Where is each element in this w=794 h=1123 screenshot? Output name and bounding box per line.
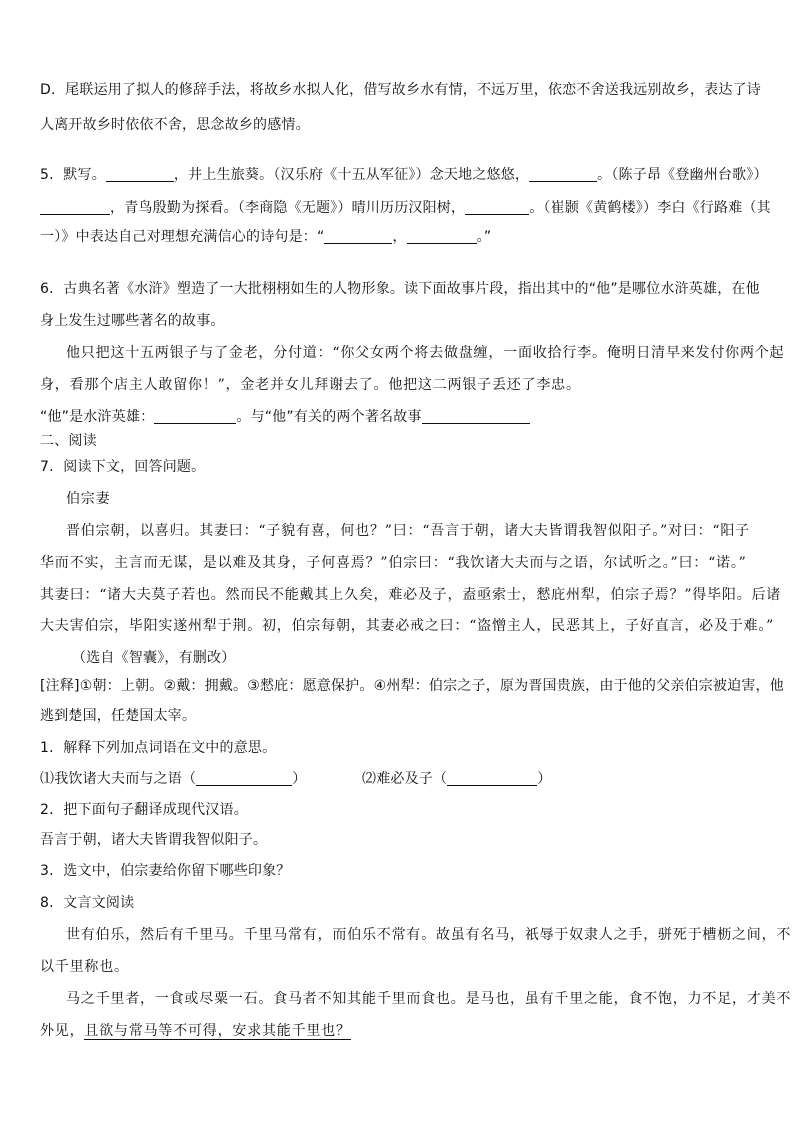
note-line1: [注释]①朝：上朝。②戴：拥戴。③憖庇：愿意保护。④州犁：伯宗之子，原为晋国贵族，由于他的父亲伯宗被迫害，他 [40,678,784,694]
answer-blank[interactable] [196,771,292,786]
q8-text: 外见， [40,1023,85,1039]
note-line2: 逃到楚国，任楚国太宰。 [40,708,197,724]
q5-line2 [40,198,771,218]
option-d-line1: D．尾联运用了拟人的修辞手法，将故乡水拟人化，借写故乡水有情，不远万里，依恋不舍送我远别故乡，表达了诗 [40,82,761,98]
q5-text: 一）》中表达自己对理想充满信心的诗句是：“ [40,229,325,245]
underlined-sentence: 且欲与常马等不可得，安求其能千里也？ [84,1023,351,1039]
passage-title: 伯宗妻 [66,491,111,507]
passage-line: 华而不实，主言而无谋，是以难及其身，子何喜焉？”伯宗曰：“我饮诸大夫而与之语，尔试听之。”曰：“诺。” [40,555,747,571]
q5-text: 。（陈子昂《登幽州台歌》） [597,167,768,183]
q5-line1 [40,165,768,185]
answer-blank[interactable] [106,167,174,182]
q5-text: 。（崔颢《黄鹤楼》）李白《行路难（其 [529,200,771,216]
answer-blank[interactable] [529,167,597,182]
q6-line2: 身上发生过哪些著名的故事。 [40,313,225,329]
q6-answer-line [40,407,530,427]
q8-passage-line: 世有伯乐，然后有千里马。千里马常有，而伯乐不常有。故虽有名马，祇辱于奴隶人之手，骈死于槽枥之间，不 [66,927,792,943]
q8-passage-line: 以千里称也。 [40,959,129,975]
q6-answer-prompt: “他”是水浒英雄： [40,409,155,425]
option-d-line2: 人离开故乡时依依不舍，思念故乡的感情。 [40,117,310,133]
q6-excerpt-line2: 身，看那个店主人敢留你！”，金老并女儿拜谢去了。他把这二两银子丢还了李忠。 [40,377,581,393]
passage-line: 其妻曰：“诸大夫莫子若也。然而民不能戴其上久矣，难必及子，盍亟索士，憖庇州犁，伯宗子焉？”得毕阳。后诸 [40,587,782,603]
q5-text: 。” [476,229,492,245]
answer-blank[interactable] [324,229,392,244]
passage-source: （选自《智囊》，有删改） [72,650,236,666]
q6-answer-prompt: 。与“他”有关的两个著名故事 [236,409,422,425]
q5-line3 [40,227,491,247]
answer-blank[interactable] [422,409,530,424]
q8-title: 8．文言文阅读 [40,895,135,911]
q6-excerpt-line1: 他只把这十五两银子与了金老，分付道：“你父女两个将去做盘缠，一面收拾行李。俺明日清早来发付你两个起 [66,345,785,361]
q5-text: ， [392,229,407,245]
passage-line: 大夫害伯宗，毕阳实遂州犁于荆。初，伯宗每朝，其妻必戒之曰：“盗憎主人，民恶其上，子好直言，必及于难。” [40,618,775,634]
q7-sub3: 3．选文中，伯宗妻给你留下哪些印象？ [40,863,291,879]
sub1b-text: ⑵难必及子（ [362,771,448,787]
answer-blank[interactable] [40,200,110,215]
q8-passage-line [40,1021,351,1041]
q7-sub2-sentence: 吾言于朝，诸大夫皆谓我智似阳子。 [40,832,268,848]
answer-blank[interactable] [154,409,236,424]
q6-line1: 6．古典名著《水浒》塑造了一大批栩栩如生的人物形象。读下面故事片段，指出其中的“他”是哪位水浒英雄，在他 [40,281,760,297]
sub1a-text: ） [292,771,307,787]
q8-passage-line: 马之千里者，一食或尽粟一石。食马者不知其能千里而食也。是马也，虽有千里之能，食不饱，力不足，才美不 [66,991,792,1007]
q7-sub1-items [40,769,306,789]
q7-title: 7．阅读下文，回答问题。 [40,459,206,475]
answer-blank[interactable] [407,229,477,244]
q5-text: ，青鸟殷勤为探看。（李商隐《无题》）晴川历历汉阳树， [110,200,466,216]
q7-sub1: 1．解释下列加点词语在文中的意思。 [40,740,277,756]
passage-line: 晋伯宗朝，以喜归。其妻曰：“子貌有喜，何也？”曰：“吾言于朝，诸大夫皆谓我智似阳子。”对曰：“阳子 [66,523,750,539]
sub1b-text: ） [537,771,552,787]
answer-blank[interactable] [447,771,537,786]
sub1a-text: ⑴我饮诸大夫而与之语（ [40,771,197,787]
section-title: 二、阅读 [40,433,97,449]
q5-text: ，井上生旅葵。（汉乐府《十五从军征》）念天地之悠悠， [173,167,530,183]
q7-sub1b [362,769,551,789]
q7-sub2: 2．把下面句子翻译成现代汉语。 [40,802,248,818]
q5-label: 5．默写。 [40,167,106,183]
answer-blank[interactable] [465,200,529,215]
